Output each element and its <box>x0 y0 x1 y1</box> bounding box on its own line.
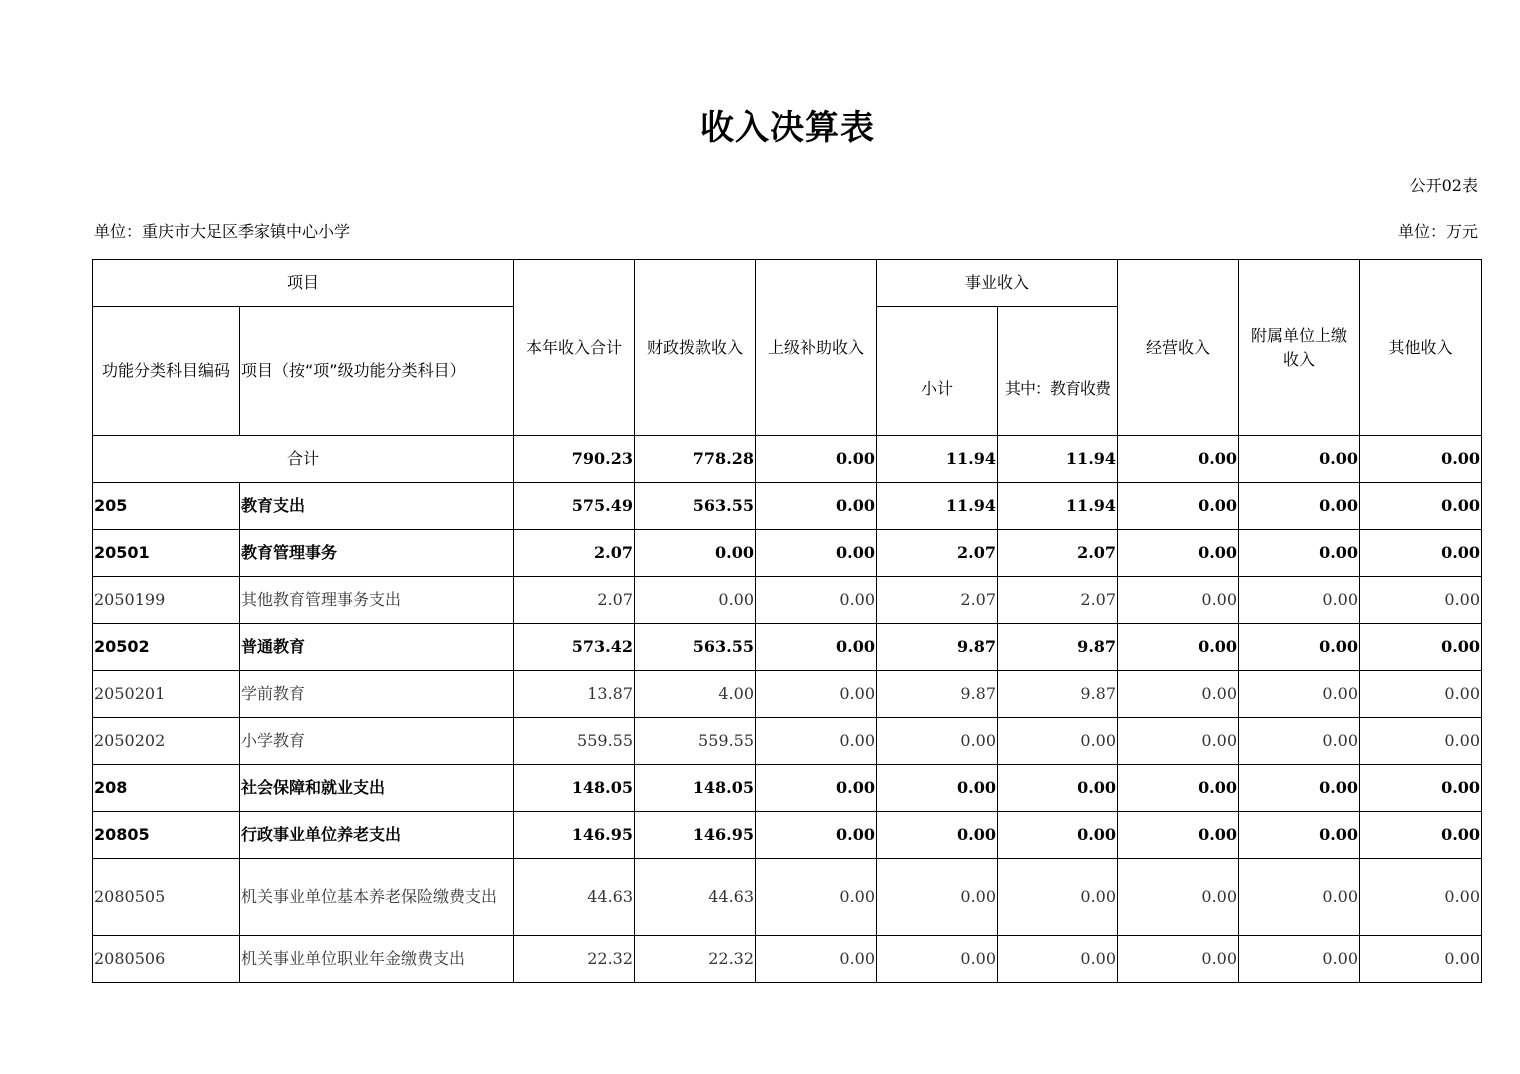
table-cell: 0.00 <box>1360 436 1482 483</box>
table-cell: 0.00 <box>1118 436 1239 483</box>
table-cell: 0.00 <box>1360 577 1482 624</box>
table-cell: 573.42 <box>514 624 635 671</box>
table-cell: 148.05 <box>514 765 635 812</box>
row-name: 学前教育 <box>240 671 514 718</box>
table-cell: 0.00 <box>1239 812 1360 859</box>
table-cell: 0.00 <box>1360 624 1482 671</box>
table-cell: 44.63 <box>635 859 756 936</box>
row-code: 2080506 <box>93 936 240 983</box>
row-name: 小学教育 <box>240 718 514 765</box>
table-cell: 563.55 <box>635 624 756 671</box>
table-cell: 0.00 <box>756 436 877 483</box>
table-cell: 0.00 <box>877 765 998 812</box>
table-cell: 0.00 <box>1239 577 1360 624</box>
header-affiliated: 附属单位上缴收入 <box>1239 260 1360 436</box>
table-cell: 0.00 <box>756 577 877 624</box>
table-cell: 563.55 <box>635 483 756 530</box>
row-code: 2080505 <box>93 859 240 936</box>
table-row <box>93 624 1482 671</box>
table-cell: 0.00 <box>1239 936 1360 983</box>
row-name: 其他教育管理事务支出 <box>240 577 514 624</box>
table-row <box>93 577 1482 624</box>
organization-unit: 单位：重庆市大足区季家镇中心小学 <box>94 222 351 241</box>
table-cell: 0.00 <box>1118 624 1239 671</box>
table-cell: 0.00 <box>1239 530 1360 577</box>
row-code: 20502 <box>93 624 240 671</box>
table-cell: 778.28 <box>635 436 756 483</box>
table-cell: 2.07 <box>877 577 998 624</box>
table-cell: 0.00 <box>998 765 1118 812</box>
header-operating: 经营收入 <box>1118 260 1239 436</box>
currency-unit: 单位：万元 <box>1397 222 1478 241</box>
table-cell: 11.94 <box>877 436 998 483</box>
table-cell: 0.00 <box>998 859 1118 936</box>
row-code: 2050202 <box>93 718 240 765</box>
table-cell: 0.00 <box>1360 812 1482 859</box>
table-cell: 146.95 <box>635 812 756 859</box>
table-cell: 0.00 <box>1239 624 1360 671</box>
table-cell: 575.49 <box>514 483 635 530</box>
form-number: 公开02表 <box>1409 176 1478 195</box>
table-cell: 9.87 <box>998 671 1118 718</box>
table-cell: 0.00 <box>1239 859 1360 936</box>
table-row <box>93 812 1482 859</box>
table-cell: 9.87 <box>998 624 1118 671</box>
table-cell: 0.00 <box>1118 765 1239 812</box>
table-cell: 0.00 <box>1118 577 1239 624</box>
table-row <box>93 859 1482 936</box>
row-name: 社会保障和就业支出 <box>240 765 514 812</box>
table-row <box>93 530 1482 577</box>
table-cell: 22.32 <box>514 936 635 983</box>
table-row <box>93 671 1482 718</box>
row-name: 教育管理事务 <box>240 530 514 577</box>
table-cell: 0.00 <box>756 812 877 859</box>
table-cell: 0.00 <box>1118 936 1239 983</box>
table-cell: 148.05 <box>635 765 756 812</box>
table-cell: 0.00 <box>635 577 756 624</box>
row-name: 机关事业单位职业年金缴费支出 <box>240 936 514 983</box>
table-cell: 0.00 <box>998 936 1118 983</box>
table-cell: 0.00 <box>1360 530 1482 577</box>
table-row <box>93 936 1482 983</box>
row-name: 普通教育 <box>240 624 514 671</box>
row-code: 205 <box>93 483 240 530</box>
header-code: 功能分类科目编码 <box>93 307 240 436</box>
table-cell: 0.00 <box>756 671 877 718</box>
table-cell: 11.94 <box>877 483 998 530</box>
table-cell: 0.00 <box>756 718 877 765</box>
table-cell: 2.07 <box>998 530 1118 577</box>
header-subtotal: 小计 <box>877 307 998 436</box>
table-cell: 22.32 <box>635 936 756 983</box>
table-cell: 0.00 <box>756 624 877 671</box>
row-code: 2050199 <box>93 577 240 624</box>
row-code: 2050201 <box>93 671 240 718</box>
table-cell: 2.07 <box>514 530 635 577</box>
table-row <box>93 483 1482 530</box>
total-row <box>93 436 1482 483</box>
table-cell: 0.00 <box>756 483 877 530</box>
table-cell: 0.00 <box>1360 483 1482 530</box>
table-cell: 559.55 <box>514 718 635 765</box>
row-code: 20501 <box>93 530 240 577</box>
table-cell: 0.00 <box>1118 812 1239 859</box>
table-cell: 0.00 <box>635 530 756 577</box>
table-cell: 4.00 <box>635 671 756 718</box>
header-row-1 <box>93 260 1482 307</box>
table-cell: 0.00 <box>1360 671 1482 718</box>
table-cell: 0.00 <box>1239 765 1360 812</box>
row-code: 208 <box>93 765 240 812</box>
page-title: 收入决算表 <box>700 108 875 148</box>
table-cell: 0.00 <box>1239 483 1360 530</box>
table-cell: 790.23 <box>514 436 635 483</box>
table-row <box>93 765 1482 812</box>
table-cell: 0.00 <box>1360 718 1482 765</box>
table-cell: 13.87 <box>514 671 635 718</box>
table-cell: 0.00 <box>1118 671 1239 718</box>
table-cell: 0.00 <box>756 936 877 983</box>
table-cell: 0.00 <box>998 718 1118 765</box>
header-name: 项目（按“项”级功能分类科目） <box>240 307 514 436</box>
table-cell: 0.00 <box>1118 530 1239 577</box>
table-cell: 0.00 <box>1118 859 1239 936</box>
table-cell: 2.07 <box>998 577 1118 624</box>
table-cell: 0.00 <box>877 859 998 936</box>
table-cell: 0.00 <box>998 812 1118 859</box>
table-cell: 146.95 <box>514 812 635 859</box>
income-table <box>92 259 1482 983</box>
table-cell: 0.00 <box>1239 671 1360 718</box>
table-cell: 0.00 <box>1239 436 1360 483</box>
header-project: 项目 <box>93 260 514 307</box>
table-cell: 44.63 <box>514 859 635 936</box>
header-superior: 上级补助收入 <box>756 260 877 436</box>
table-cell: 0.00 <box>756 859 877 936</box>
table-cell: 11.94 <box>998 483 1118 530</box>
table-cell: 11.94 <box>998 436 1118 483</box>
row-name: 教育支出 <box>240 483 514 530</box>
table-cell: 9.87 <box>877 671 998 718</box>
table-cell: 0.00 <box>756 765 877 812</box>
total-label: 合计 <box>93 436 514 483</box>
row-name: 行政事业单位养老支出 <box>240 812 514 859</box>
row-code: 20805 <box>93 812 240 859</box>
table-cell: 0.00 <box>756 530 877 577</box>
table-cell: 0.00 <box>877 812 998 859</box>
header-education-fee: 其中：教育收费 <box>998 307 1118 436</box>
header-other: 其他收入 <box>1360 260 1482 436</box>
table-cell: 0.00 <box>1239 718 1360 765</box>
table-cell: 0.00 <box>1360 859 1482 936</box>
header-business-group: 事业收入 <box>877 260 1118 307</box>
table-cell: 0.00 <box>1118 483 1239 530</box>
table-cell: 0.00 <box>877 936 998 983</box>
table-cell: 559.55 <box>635 718 756 765</box>
table-cell: 0.00 <box>1360 765 1482 812</box>
table-cell: 0.00 <box>877 718 998 765</box>
header-fiscal: 财政拨款收入 <box>635 260 756 436</box>
table-cell: 0.00 <box>1118 718 1239 765</box>
header-total: 本年收入合计 <box>514 260 635 436</box>
table-cell: 2.07 <box>877 530 998 577</box>
table-cell: 2.07 <box>514 577 635 624</box>
table-row <box>93 718 1482 765</box>
row-name: 机关事业单位基本养老保险缴费支出 <box>240 859 514 936</box>
table-cell: 9.87 <box>877 624 998 671</box>
table-cell: 0.00 <box>1360 936 1482 983</box>
